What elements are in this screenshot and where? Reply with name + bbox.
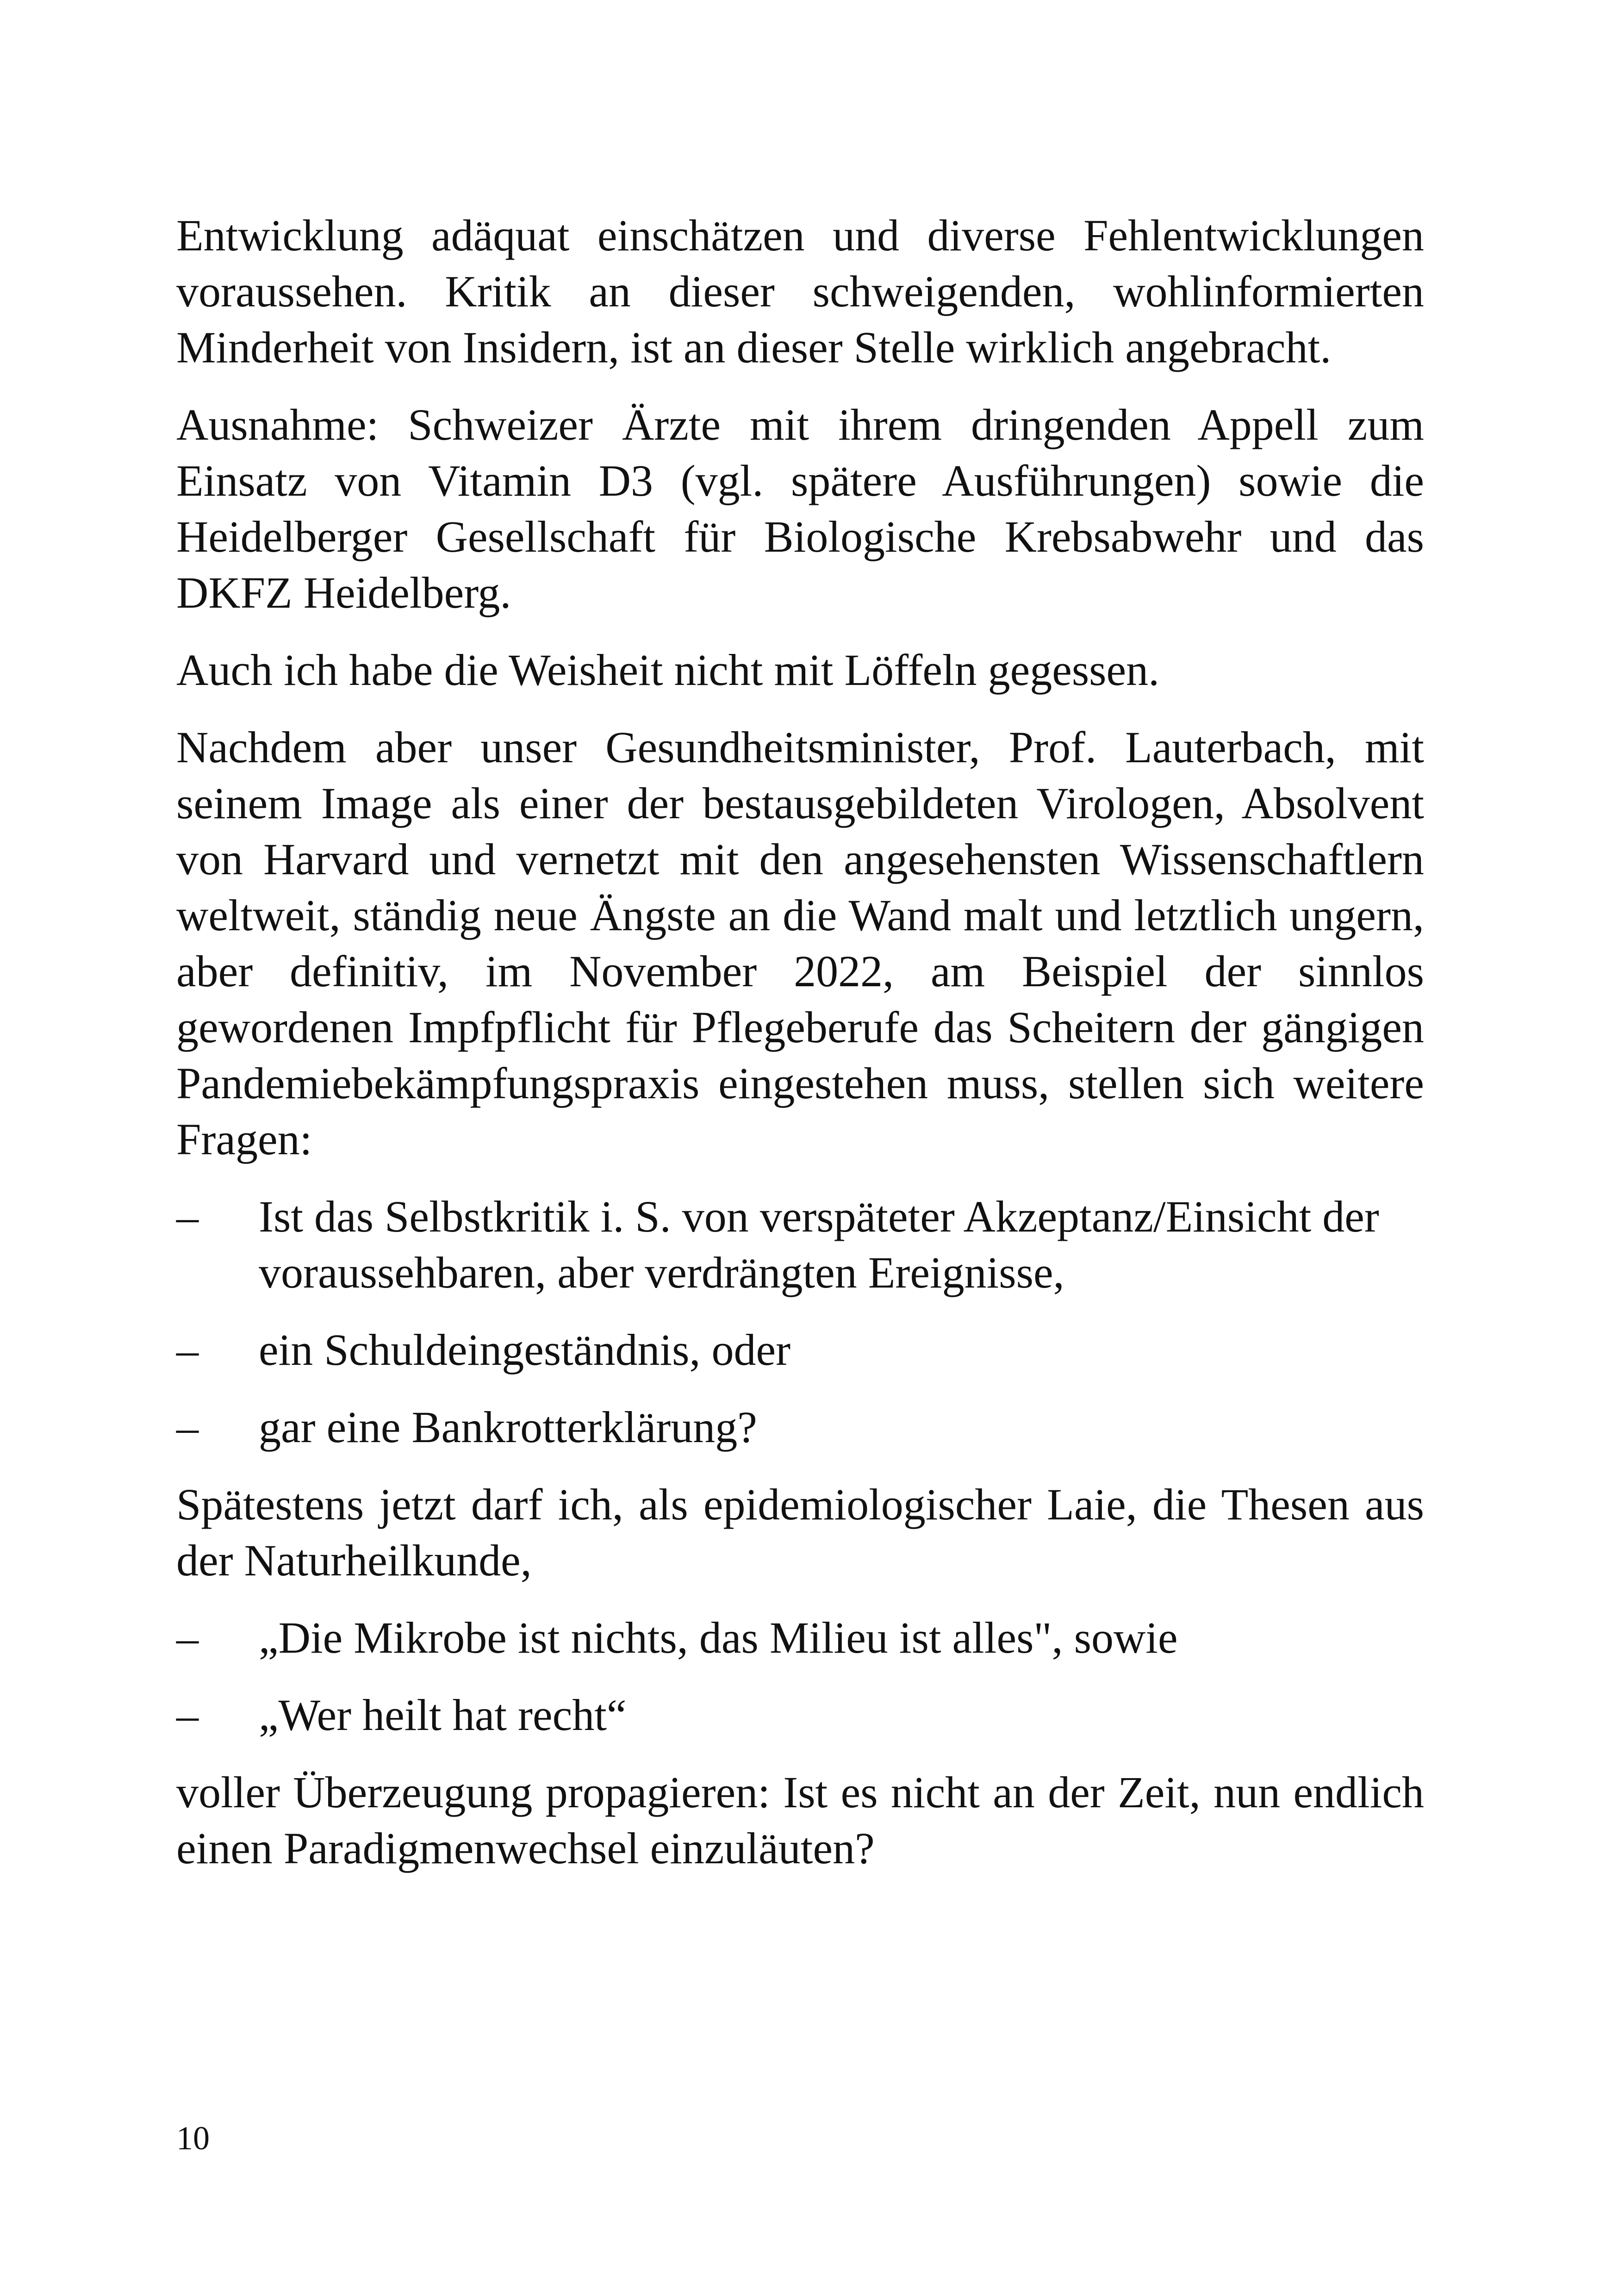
- list-item: [176, 1610, 1424, 1666]
- paragraph: Nachdem aber unser Gesundheitsminister, Prof. Lauterbach, mit seinem Image als einer der bestausgebildeten Virologen, Absolvent von Harvard und vernetzt mit den angesehensten Wissenschaftlern weltweit, ständig neue Ängste an die Wand malt und letztlich ungern, aber definitiv, im November 2022, am Beispiel der sinnlos gewordenen Impfpflicht für Pflegeberufe das Scheitern der gängigen Pandemiebekämpfungspraxis eingestehen muss, stellen sich weitere Fragen:: [176, 722, 1424, 1164]
- list-item: [176, 1188, 1424, 1300]
- list-item: [176, 1322, 1424, 1378]
- page-body: [176, 207, 1424, 1898]
- list-item-text: Ist das Selbstkritik i. S. von verspäteter Akzeptanz/Einsicht der voraussehbaren, aber verdrängten Ereignisse,: [259, 1192, 1379, 1297]
- dash-bullet: –: [176, 1325, 199, 1375]
- paragraph: voller Überzeugung propagieren: Ist es nicht an der Zeit, nun endlich einen Paradigmenwechsel einzuläuten?: [176, 1767, 1424, 1873]
- question-list: [176, 1188, 1424, 1455]
- dash-bullet: –: [176, 1402, 199, 1452]
- theses-list: [176, 1610, 1424, 1743]
- paragraph: Entwicklung adäquat einschätzen und diverse Fehlentwicklungen voraussehen. Kritik an dieser schweigenden, wohlinformierten Minderheit von Insidern, ist an dieser Stelle wirklich angebracht.: [176, 211, 1424, 372]
- list-item: [176, 1399, 1424, 1455]
- paragraph: Spätestens jetzt darf ich, als epidemiologischer Laie, die Thesen aus der Naturheilkunde,: [176, 1480, 1424, 1585]
- page-number: 10: [176, 2120, 210, 2157]
- list-item: [176, 1687, 1424, 1743]
- dash-bullet: –: [176, 1613, 199, 1662]
- list-item-text: ein Schuldeingeständnis, oder: [259, 1325, 791, 1375]
- dash-bullet: –: [176, 1690, 199, 1740]
- paragraph: Ausnahme: Schweizer Ärzte mit ihrem dringenden Appell zum Einsatz von Vitamin D3 (vgl. spätere Ausführungen) sowie die Heidelberger Gesellschaft für Biologische Krebsabwehr und das DKFZ Heidelberg.: [176, 400, 1424, 617]
- list-item-text: gar eine Bankrotterklärung?: [259, 1402, 757, 1452]
- list-item-text: „Wer heilt hat recht“: [259, 1690, 627, 1740]
- list-item-text: „Die Mikrobe ist nichts, das Milieu ist alles", sowie: [259, 1613, 1178, 1662]
- paragraph: Auch ich habe die Weisheit nicht mit Löffeln gegessen.: [176, 645, 1160, 695]
- dash-bullet: –: [176, 1192, 199, 1241]
